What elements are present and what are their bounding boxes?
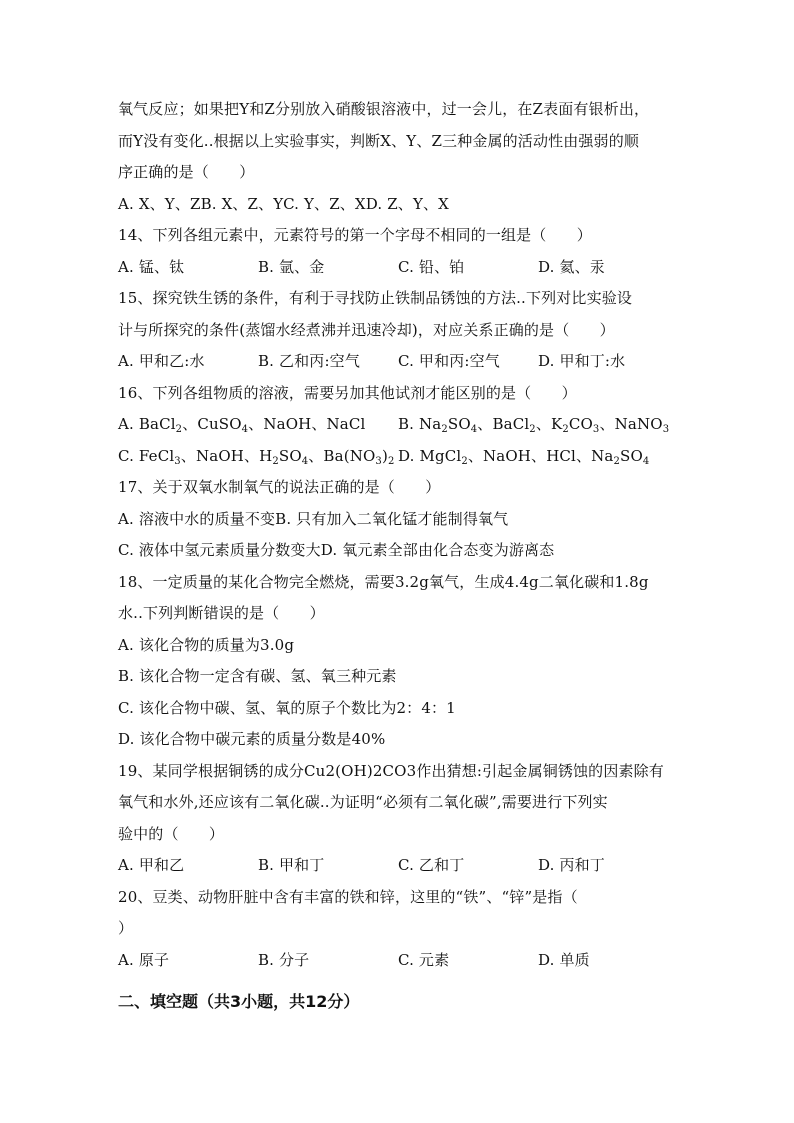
q15-option-a: A. 甲和乙:水 (118, 352, 205, 370)
q13-options: A. X、Y、ZB. X、Z、YC. Y、Z、XD. Z、Y、X (118, 194, 449, 213)
q18-option-c: C. 该化合物中碳、氢、氧的原子个数比为2：4：1 (118, 698, 456, 717)
q14-options (118, 252, 678, 284)
q14-stem: 14、下列各组元素中，元素符号的第一个字母不相同的一组是（ ） (118, 226, 592, 244)
q15-option-c: C. 甲和丙:空气 (398, 352, 500, 370)
q15-line-2: 计与所探究的条件(蒸馏水经煮沸并迅速冷却)，对应关系正确的是（ ） (118, 320, 615, 339)
q19-options (118, 850, 678, 882)
q16-option-a: A. BaCl$_2$、CuSO$_4$、NaOH、NaCl (118, 415, 366, 435)
q20-line-1: 20、豆类、动物肝脏中含有丰富的铁和锌，这里的“铁”、“锌”是指（ (118, 887, 578, 906)
q15-option-d: D. 甲和丁:水 (538, 352, 626, 370)
q19-option-d: D. 丙和丁 (538, 856, 605, 874)
q14-option-b: B. 氩、金 (258, 257, 325, 276)
q16-options-row-1 (118, 409, 678, 441)
question-list (118, 94, 678, 1017)
q16-options-row-2 (118, 441, 678, 473)
q16-option-d: D. MgCl$_2$、NaOH、HCl、$Na_2SO_4$ (398, 446, 650, 467)
q16-stem: 16、下列各组物质的溶液，需要另加其他试剂才能区别的是（ ） (118, 383, 577, 402)
q20-options (118, 945, 678, 977)
q19-option-a: A. 甲和乙 (118, 856, 185, 874)
q19-option-b: B. 甲和丁 (258, 856, 325, 874)
q13-line-1: 氧气反应；如果把Y和Z分别放入硝酸银溶液中，过一会儿，在Z表面有银析出， (118, 100, 650, 118)
q17-options-line-1: A. 溶液中水的质量不变B. 只有加入二氧化锰才能制得氧气 (118, 509, 509, 528)
q20-option-b: B. 分子 (258, 950, 310, 969)
q18-option-a: A. 该化合物的质量为3.0g (118, 635, 295, 654)
q19-line-2: 氧气和水外,还应该有二氧化碳..为证明“必须有二氧化碳”,需要进行下列实 (118, 793, 608, 811)
q16-option-b: B. $Na_2SO_4$、BaCl$_2$、$K_2CO_3$、NaNO$_3$ (398, 415, 670, 435)
q18-option-d: D. 该化合物中碳元素的质量分数是40% (118, 730, 386, 748)
q17-options-line-2: C. 液体中氢元素质量分数变大D. 氧元素全部由化合态变为游离态 (118, 541, 555, 559)
q16-option-c: C. FeCl$_3$、NaOH、$H_2SO_4$、$Ba(NO_3)_2$ (118, 446, 395, 467)
q13-line-3: 序正确的是（ ） (118, 163, 255, 181)
q20-option-a: A. 原子 (118, 950, 170, 969)
q20-option-c: C. 元素 (398, 950, 450, 969)
q18-option-b: B. 该化合物一定含有碳、氢、氧三种元素 (118, 667, 397, 685)
q15-line-1: 15、探究铁生锈的条件，有利于寻找防止铁制品锈蚀的方法..下列对比实验设 (118, 289, 633, 307)
section-heading-fill-in: 二、填空题（共3小题，共12分） (118, 992, 360, 1011)
q19-line-1: 19、某同学根据铜锈的成分Cu2(OH)2CO3作出猜想:引起金属铜锈蚀的因素除有 (118, 761, 664, 780)
q14-option-c: C. 铅、铂 (398, 257, 465, 276)
q19-option-c: C. 乙和丁 (398, 856, 465, 874)
q14-option-a: A. 锰、钛 (118, 257, 185, 276)
q13-line-2: 而Y没有变化..根据以上实验事实，判断X、Y、Z三种金属的活动性由强弱的顺 (118, 131, 639, 150)
q19-line-3: 验中的（ ） (118, 824, 225, 843)
q18-line-1: 18、一定质量的某化合物完全燃烧，需要3.2g氧气，生成4.4g二氧化碳和1.8g (118, 572, 649, 591)
q15-option-b: B. 乙和丙:空气 (258, 352, 360, 370)
q15-options (118, 346, 678, 378)
q20-option-d: D. 单质 (538, 950, 590, 969)
q20-line-2: ） (118, 919, 134, 937)
q17-stem: 17、关于双氧水制氧气的说法正确的是（ ） (118, 478, 441, 496)
q14-option-d: D. 氦、汞 (538, 257, 605, 276)
q18-line-2: 水..下列判断错误的是（ ） (118, 604, 325, 622)
